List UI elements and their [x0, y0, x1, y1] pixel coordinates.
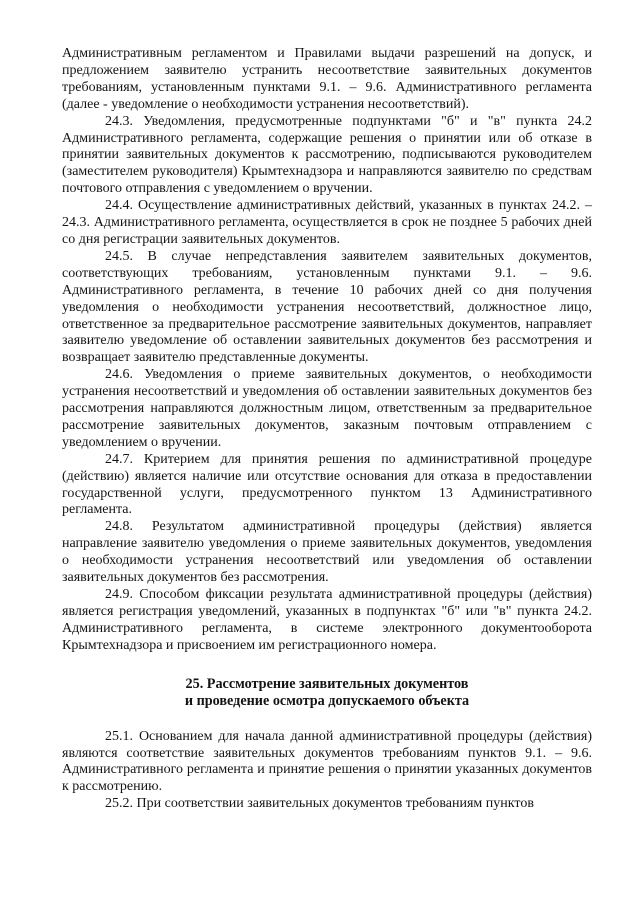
- paragraph-24-7: 24.7. Критерием для принятия решения по административной процедуре (действию) является наличие или отсутствие основания для отказа в предоставлении государственной услуги, предусмотренного пунктом 13 Административного регламента.: [62, 451, 592, 518]
- section-heading: [62, 676, 592, 710]
- paragraph-24-9: 24.9. Способом фиксации результата административной процедуры (действия) является регистрация уведомлений, указанных в подпунктах "б" или "в" пункта 24.2. Административного регламента, в системе электронного документооборота Крымтехнадзора и присвоением им регистрационного номера.: [62, 587, 592, 653]
- paragraph-24-4: 24.4. Осуществление административных действий, указанных в пунктах 24.2. – 24.3. Административного регламента, осуществляется в срок не позднее 5 рабочих дней со дня регистрации заявительных документов.: [62, 198, 592, 247]
- paragraphs-top: [62, 46, 592, 655]
- paragraph-24-6: 24.6. Уведомления о приеме заявительных документов, о необходимости устранения несоответствий и уведомления об оставлении заявительных документов без рассмотрения направляются должностным лицом, ответственным за предварительное рассмотрение заявительных документов, заказным почтовым отправлением с уведомлением о вручении.: [62, 367, 592, 450]
- paragraphs-bottom: [62, 729, 592, 814]
- paragraph-24-3: 24.3. Уведомления, предусмотренные подпунктами "б" и "в" пункта 24.2 Административного регламента, содержащие решения о принятии или об отказе в принятии заявительных документов к рассмотрению, подписываются руководителем (заместителем руководителя) Крымтехнадзора и направляются заявителю по средствам почтового отправления с уведомлением о вручении.: [62, 113, 592, 197]
- paragraph-continuation: Административным регламентом и Правилами выдачи разрешений на допуск, и предложением заявителю устранить несоответствие заявительных документов требованиям, установленным пунктами 9.1. – 9.6. Административного регламента (далее - уведомление о необходимости устранения несоответствий).: [62, 46, 592, 112]
- section-heading-line-2: и проведение осмотра допускаемого объекта: [184, 692, 470, 709]
- section-heading-line-1: 25. Рассмотрение заявительных документов: [185, 675, 469, 692]
- paragraph-24-8: 24.8. Результатом административной процедуры (действия) является направление заявителю уведомления о приеме заявительных документов, уведомления о необходимости устранения несоответствий или уведомления об оставлении заявительных документов без рассмотрения.: [62, 519, 592, 586]
- paragraph-25-1: 25.1. Основанием для начала данной административной процедуры (действия) являются соответствие заявительных документов требованиям пунктов 9.1. – 9.6. Административного регламента и принятие решения о принятии указанных документов к рассмотрению.: [62, 728, 592, 795]
- paragraph-25-2: 25.2. При соответствии заявительных документов требованиям пунктов: [105, 796, 534, 812]
- paragraph-24-5: 24.5. В случае непредставления заявителем заявительных документов, соответствующих требованиям, установленным пунктами 9.1. – 9.6. Административного регламента, в течение 10 рабочих дней со дня получения уведомления о необходимости устранения несоответствий, должностное лицо, ответственное за предварительное рассмотрение заявительных документов, направляет заявителю уведомление об оставлении заявительных документов без рассмотрения и возвращает заявителю представленные документы.: [62, 248, 592, 366]
